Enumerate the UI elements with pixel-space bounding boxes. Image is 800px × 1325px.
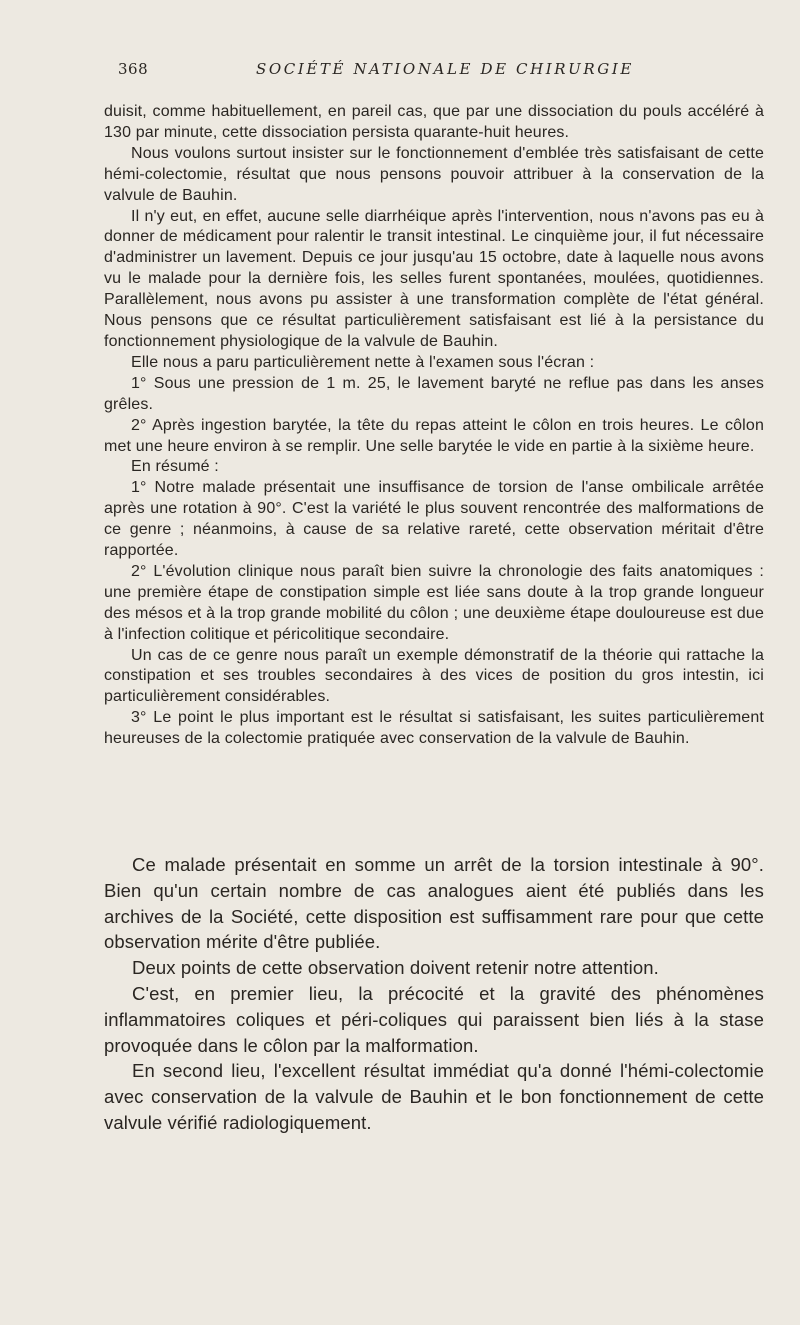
running-head: SOCIÉTÉ NATIONALE DE CHIRURGIE (256, 60, 634, 78)
paragraph: 3° Le point le plus important est le résultat si satisfaisant, les suites particulièrement heureuses de la colectomie pratiquée avec conservation de la valvule de Bauhin. (104, 709, 764, 748)
page-header (118, 60, 768, 84)
paragraph: En résumé : (131, 458, 219, 476)
paragraph: C'est, en premier lieu, la précocité et la gravité des phénomènes inflammatoires coliques et péri-coliques qui paraissent bien liés à la stase provoquée dans le côlon par la malformation. (104, 982, 764, 1056)
paragraph: 2° Après ingestion barytée, la tête du repas atteint le côlon en trois heures. Le côlon met une heure environ à se remplir. Une selle barytée le vide en partie à la sixième heure. (104, 416, 764, 455)
paragraph: Un cas de ce genre nous paraît un exemple démonstratif de la théorie qui rattache la constipation et ses troubles secondaires à des vices de position du gros intestin, ici particulièrement considérables. (104, 646, 764, 706)
paragraph: Elle nous a paru particulièrement nette à l'examen sous l'écran : (131, 353, 595, 371)
commentary-text (104, 852, 764, 1136)
paragraph: Ce malade présentait en somme un arrêt de la torsion intestinale à 90°. Bien qu'un certain nombre de cas analogues aient été publiés dans les archives de la Société, cette disposition est suffisamment rare pour que cette observation mérite d'être publiée. (104, 854, 764, 953)
paragraph: Nous voulons surtout insister sur le fonctionnement d'emblée très satisfaisant de cette hémi-colectomie, résultat que nous pensons pouvoir attribuer à la conservation de la valvule de Bauhin. (104, 144, 764, 204)
paragraph: Il n'y eut, en effet, aucune selle diarrhéique après l'intervention, nous n'avons pas eu à donner de médicament pour ralentir le transit intestinal. Le cinquième jour, il fut nécessaire d'administrer un lavement. Depuis ce jour jusqu'au 15 octobre, date à laquelle nous avons vu le malade pour la dernière fois, les selles furent spontanées, moulées, quotidiennes. Parallèlement, nous avons pu assister à une transformation complète de l'état général. Nous pensons que ce résultat particulièrement satisfaisant est lié à la persistance du fonctionnement physiologique de la valvule de Bauhin. (104, 207, 764, 350)
page-number: 368 (118, 60, 149, 78)
paragraph: 2° L'évolution clinique nous paraît bien suivre la chronologie des faits anatomiques : une première étape de constipation simple est liée sans doute à la trop grande longueur des mésos et à la trop grande mobilité du côlon ; une deuxième étape douloureuse est due à l'infection colitique et péricolitique secondaire. (104, 562, 764, 643)
paragraph: Deux points de cette observation doivent retenir notre attention. (132, 957, 659, 979)
paragraph: En second lieu, l'excellent résultat immédiat qu'a donné l'hémi-colectomie avec conservation de la valvule de Bauhin et le bon fonctionnement de cette valvule vérifié radiologiquement. (104, 1060, 764, 1133)
paragraph: duisit, comme habituellement, en pareil cas, que par une dissociation du pouls accéléré à 130 par minute, cette dissociation persista quarante-huit heures. (104, 103, 764, 141)
paragraph: 1° Notre malade présentait une insuffisance de torsion de l'anse ombilicale arrêtée après une rotation à 90°. C'est la variété le plus souvent rencontrée des malformations de ce genre ; néanmoins, à cause de sa relative rareté, cette observation méritait d'être rapportée. (104, 479, 764, 560)
case-report-text (104, 102, 764, 750)
paragraph: 1° Sous une pression de 1 m. 25, le lavement baryté ne reflue pas dans les anses grêles. (104, 374, 764, 413)
